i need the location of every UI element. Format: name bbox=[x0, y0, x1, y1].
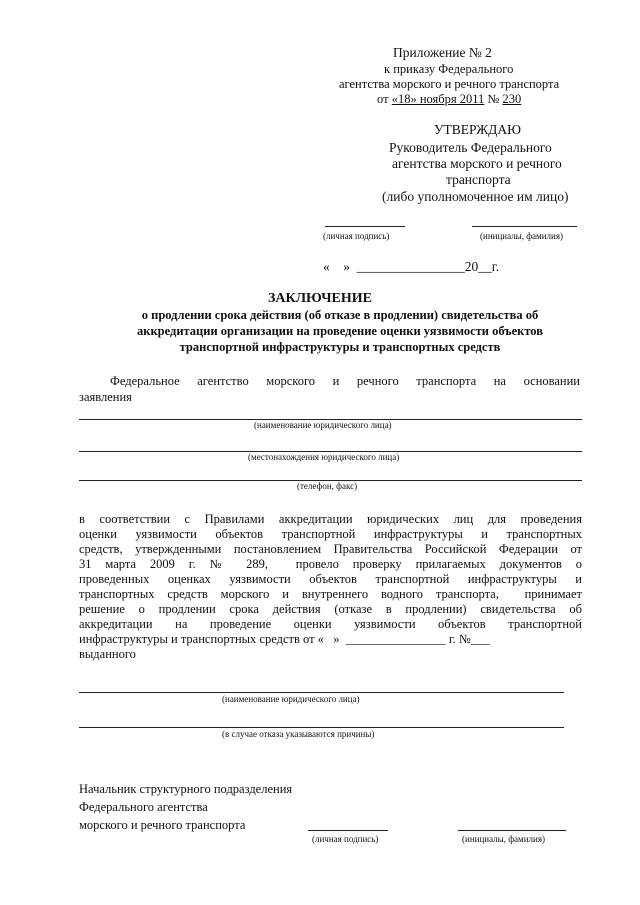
intro-line-1: Федеральное агентство морского и речного транспорта на основании bbox=[110, 374, 580, 388]
approve-heading: УТВЕРЖДАЮ bbox=[434, 122, 522, 137]
body-line-7: решение о продлении срока действия (отказе в продлении) свидетельства об bbox=[79, 602, 582, 616]
approve-signature-caption: (личная подпись) bbox=[323, 231, 390, 241]
refusal-reason-caption: (в случае отказа указываются причины) bbox=[222, 729, 375, 739]
signer-signature-line bbox=[308, 830, 388, 831]
signer-title-line-3: морского и речного транспорта bbox=[79, 818, 246, 832]
approve-line-4: (либо уполномоченное им лицо) bbox=[382, 189, 569, 204]
signer-signature-caption: (личная подпись) bbox=[312, 834, 379, 844]
approve-line-3: транспорта bbox=[446, 172, 511, 187]
issuer-name-caption: (наименование юридического лица) bbox=[222, 694, 360, 704]
document-subtitle-line-3: транспортной инфраструктуры и транспортных средств bbox=[179, 340, 501, 354]
signer-title-line-2: Федерального агентства bbox=[79, 800, 208, 814]
document-subtitle-line-1: о продлении срока действия (об отказе в продлении) свидетельства об bbox=[141, 308, 539, 322]
applicant-name-caption: (наименование юридического лица) bbox=[254, 420, 392, 430]
body-line-5: проведенных оценках уязвимости объектов транспортной инфраструктуры и bbox=[79, 572, 582, 586]
body-line-2: оценки уязвимости объектов транспортной инфраструктуры и транспортных bbox=[79, 527, 582, 541]
refusal-reason-line bbox=[79, 727, 564, 728]
body-issued: выданного bbox=[79, 647, 136, 661]
appendix-date-prefix: от bbox=[377, 92, 392, 106]
body-line-4: 31 марта 2009 г. № 289, провело проверку прилагаемых документов о bbox=[79, 557, 582, 571]
intro-line-2: заявления bbox=[79, 390, 132, 404]
body-line-1: в соответствии с Правилами аккредитации юридических лиц для проведения bbox=[79, 512, 582, 526]
approve-line-1: Руководитель Федерального bbox=[389, 140, 552, 155]
body-line-6: транспортных средств морского и внутреннего водного транспорта, принимает bbox=[79, 587, 582, 601]
appendix-line-1: к приказу Федерального bbox=[384, 62, 514, 76]
body-line-9: инфраструктуры и транспортных средств от « » ________________ г. №___ bbox=[79, 632, 490, 646]
body-line-8: аккредитации на проведение оценки уязвимости объектов транспортной bbox=[79, 617, 582, 631]
body-paragraph bbox=[79, 512, 582, 662]
approve-signature-line bbox=[325, 226, 405, 227]
appendix-date: «18» ноября 2011 bbox=[391, 92, 485, 106]
signer-initials-line bbox=[458, 830, 566, 831]
appendix-number-prefix: № bbox=[484, 92, 503, 106]
approve-date-line: « » ________________20__г. bbox=[323, 259, 500, 274]
issuer-name-line bbox=[79, 692, 564, 693]
approve-initials-line bbox=[472, 226, 577, 227]
body-line-3: средств, утвержденными постановлением Правительства Российской Федерации от bbox=[79, 542, 582, 556]
document-subtitle-line-2: аккредитации организации на проведение оценки уязвимости объектов bbox=[137, 324, 543, 338]
signer-title-line-1: Начальник структурного подразделения bbox=[79, 782, 293, 796]
applicant-phone-caption: (телефон, факс) bbox=[297, 481, 358, 491]
document-title: ЗАКЛЮЧЕНИЕ bbox=[267, 291, 373, 306]
approve-line-2: агентства морского и речного bbox=[392, 156, 562, 171]
applicant-location-caption: (местонахождения юридического лица) bbox=[248, 452, 400, 462]
appendix-line-2: агентства морского и речного транспорта bbox=[339, 77, 560, 91]
approve-initials-caption: (инициалы, фамилия) bbox=[480, 231, 563, 241]
signer-initials-caption: (инициалы, фамилия) bbox=[462, 834, 545, 844]
appendix-date-line bbox=[377, 92, 521, 107]
appendix-number: 230 bbox=[502, 92, 522, 106]
appendix-title: Приложение № 2 bbox=[393, 45, 492, 60]
